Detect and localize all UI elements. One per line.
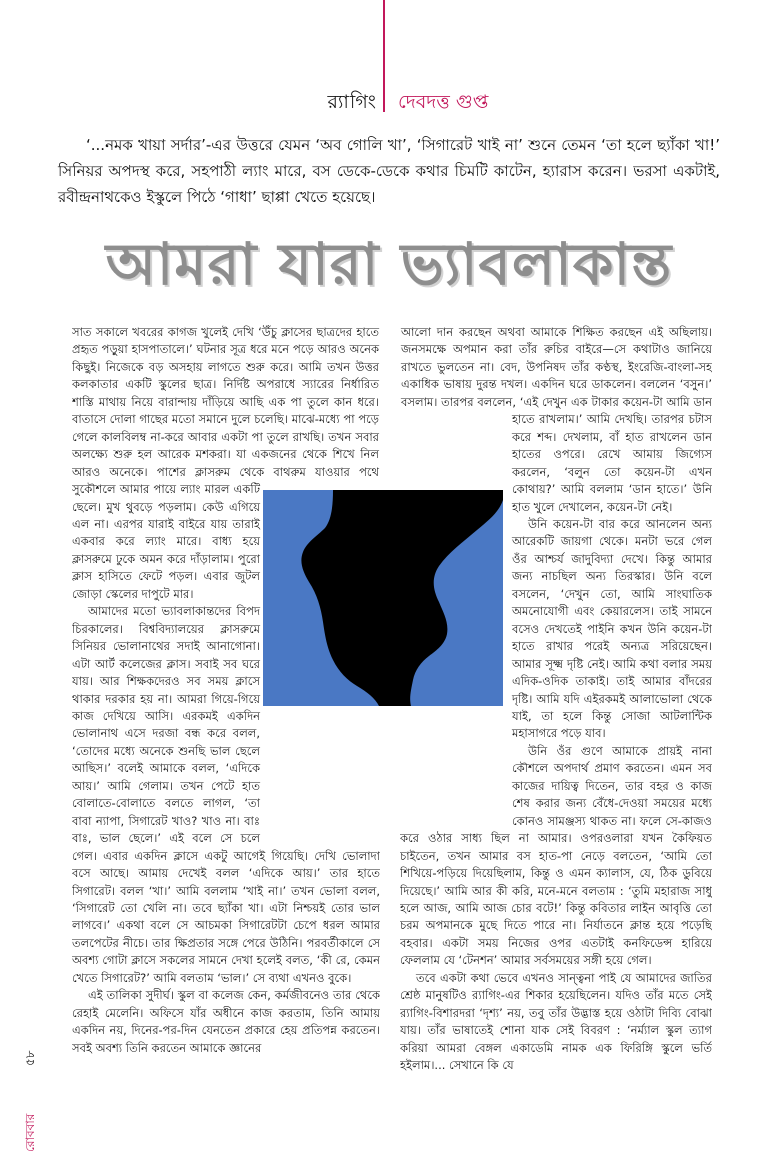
silhouette-face-illustration <box>263 490 503 706</box>
paragraph: আমাদের মতো ভ্যাবলাকান্তদের বিপদ চিরকালের। বিশ্ববিদ্যালয়ের ক্লাসরুমে সিনিয়র ভোলানাথের সদাই আনাগোনা। এটা আর্ট কলেজের ক্লাস। সবাই সব ঘরে যায়। আর শিক্ষকদেরও সব সময় ক্লাসে থাকার দরকার হয় না। আমরা গিয়ে-গিয়ে কাজ দেখিয়ে আসি। এরকমই একদিন ভোলানাথ এসে দরজা বন্ধ করে বলল, ‘তোদের মধ্যে অনেকে শুনছি ভাল ছেলে আছিস।’ বলেই আমাকে বলল, ‘এদিকে আয়।’ আমি গেলাম। তখন পেটে হাত বোলাতে-বোলাতে বলতে লাগল, ‘তা বাবা ন্যাপা, সিগারেট খাও? খাও না। বাঃ বাঃ, ভাল ছেলে।’ এই বলে সে চলে গেল। এবার একদিন ক্লাসে একটু আগেই গিয়েছি। দেখি ভোলাদা বসে আছে। আমায় দেখেই বলল ‘এদিকে আয়।’ তার হাতে সিগারেট। বলল ‘খা।’ আমি বললাম ‘খাই না।’ তখন ভোলা বলল, ‘সিগারেট তো খেলি না। তবে ছ্যাঁকা খা। এটা নিশ্চয়ই তোর ভাল লাগবে।’ একথা বলে সে আচমকা সিগারেটটা চেপে ধরল আমার তলপেটের নীচে। তার ক্ষিপ্রতার সঙ্গে পেরে উঠিনি। পরবর্তীকালে সে অবশ্য গোটা ক্লাসে সকলের সামনে দেখা হলেই বলত, ‘কী রে, কেমন খেতে সিগারেট?’ আমি বলতাম ‘ভাল।’ সে ব্যথা এখনও বুকে। <box>72 604 380 985</box>
magazine-name: রোববার <box>23 1113 37 1152</box>
article-column-left <box>72 324 380 1090</box>
paragraph: এই তালিকা সুদীর্ঘ। স্কুল বা কলেজ কেন, কর্মজীবনেও তার থেকে রেহাই মেলেনি। অফিসে যাঁর অধীনে কাজ করতাম, তিনি আমায় একদিন নয়, দিনের-পর-দিন যেনতেন প্রকারে হেয় প্রতিপন্ন করতেন। সবই অবশ্য তিনি করতেন আমাকে জ্ঞানের <box>72 988 380 1055</box>
silhouette-icon <box>263 490 503 706</box>
paragraph: উনি ওঁর গুণে আমাকে প্রায়ই নানা কৌশলে অপদার্থ প্রমাণ করতেন। এমন সব কাজের দায়িত্ব দিতেন, তার বহর ও কাজ শেষ করার জন্য বেঁধে-দেওয়া সময়ের মধ্যে কোনও সামঞ্জস্য থাকত না। ফলে সে-কাজও করে ওঠার সাধ্য ছিল না আমার। ওপরওলারা যখন কৈফিয়ত চাইতেন, তখন আমার বস হাত-পা নেড়ে বলতেন, ‘আমি তো শিখিয়ে-পড়িয়ে দিয়েছিলাম, কিন্তু ও এমন ক্যালাস, যে, ঠিক ডুবিয়ে দিয়েছে।’ আমি আর কী করি, মনে-মনে বলতাম : ‘তুমি মহারাজ সাধু হলে আজ, আমি আজ চোর বটে!’ কিন্তু কবিতার লাইন আবৃত্তি তো চরম অপমানকে মুছে দিতে পারে না। নির্যাতনে ক্লান্ত হয়ে পড়েছি বহবার। একটা সময় নিজের ওপর এতটাই কনফিডেন্স হারিয়ে ফেললাম যে ‘টেনশন’ আমার সর্বসময়ের সঙ্গী হয়ে গেল। <box>400 743 712 968</box>
paragraph: আলো দান করছেন অথবা আমাকে শিক্ষিত করছেন এই অছিলায়। জনসমক্ষে অপমান করা তাঁর রুচির বাইরে—সে কথাটাও জানিয়ে রাখতে ভুলতেন না। বেদ, উপনিষদ তাঁর কণ্ঠস্থ, ইংরেজি-বাংলা-সহ একাধিক ভাষায় দুরন্ত দখল। একদিন ঘরে ডাকলেন। বললেন ‘বসুন।’ বসলাম। তারপর বললেন, ‘এই দেখুন এক টাকার কয়েন-টা আমি ডান হাতে রাখলাম।’ আমি দেখছি। তারপর চটাস করে শব্দ। দেখলাম, বাঁ হাত রাখলেন ডান হাতের ওপরে। রেখে আমায় জিগ্যেস করলেন, ‘বলুন তো কয়েন-টা এখন কোথায়?’ আমি বললাম ‘ডান হাতে।’ উনি হাত খুলে দেখালেন, কয়েন-টা নেই। <box>401 325 712 514</box>
article-title: আমরা যারা ভ্যাবলাকান্ত <box>105 230 673 298</box>
paragraph: সাত সকালে খবরের কাগজ খুলেই দেখি ‘উঁচু ক্লাসের ছাত্রদের হাতে প্রহৃত পড়ুয়া হাসপাতালে।’ ঘটনার সূত্র ধরে মনে পড়ে আরও অনেক কিছুই। নিজেকে বড় অসহায় লাগতে শুরু করে। আমি তখন উত্তর কলকাতার একটি স্কুলের ছাত্র। নির্দিষ্ট অপরাধে স্যারের নির্ধারিত শাস্তি মাথায় নিয়ে বারান্দায় দাঁড়িয়ে আছি এক পা তুলে কান ধরে। বাতাসে দোলা গাছের মতো সমানে দুলে চলেছি। মাঝে-মধ্যে পা পড়ে গেলে কালবিলম্ব না-করে আবার একটা পা তুলে রাখছি। তখন সবার অলক্ষ্যে শুরু হল আরেক মশকরা। যা একজনের থেকে শিখে নিল আরও অনেকে। পাশের ক্লাসরুম থেকে বাথরুম যাওয়ার পথে সুকৌশলে আমার পায়ে ল্যাং মারল একটি ছেলে। মুখ থুবড়ে পড়লাম। কেউ এগিয়ে এল না। এরপর যারাই বাইরে যায় তারাই একবার করে ল্যাং মারে। বাধ্য হয়ে ক্লাসরুমে ঢুকে অমন করে দাঁড়ালাম। পুরো ক্লাস হাসিতে ফেটে পড়ল। এবার জুটল জোড়া স্কেলের দাপুটে মার। <box>72 325 379 601</box>
paragraph: উনি কয়েন-টা বার করে আনলেন অন্য আরেকটি জায়গা থেকে। মনটা ভরে গেল ওঁর আশ্চর্য জাদুবিদ্যা দেখে। কিন্তু আমার জন্য নাচছিল অন্য তিরস্কার। উনি বলে বসলেন, ‘দেখুন তো, আমি সাংঘাতিক অমনোযোগী এবং কেয়ারলেস। তাই সামনে বসেও দেখতেই পাইনি কখন উনি কয়েন-টা হাতে রাখার পরেই অন্যত্র সরিয়েছেন। আমার সূক্ষ্ম দৃষ্টি নেই। আমি কথা বলার সময় এদিক-ওদিক তাকাই। তাই আমার বাঁদরের দৃষ্টি। আমি যদি এইরকমই আলাভোলা থেকে যাই, তা হলে কিন্তু সোজা আটলান্টিক মহাসাগরে পড়ে যাব। <box>512 516 712 741</box>
section-label: র‍্যাগিং <box>327 91 377 113</box>
article-column-right <box>400 324 712 1090</box>
paragraph: তবে একটা কথা ভেবে এখনও সান্ত্বনা পাই যে আমাদের জাতির শ্রেষ্ঠ মানুষটিও র‍্যাগিং-এর শিকার হয়েছিলেন। যদিও তাঁর মতে সেই র‍্যাগিং-বিশারদরা ‘দৃশ্য’ নয়, তবু তাঁর উদ্ভাস্ত হয়ে ওঠাটা দিব্যি বোঝা যায়। তাঁর ভাষাতেই শোনা যাক সেই বিবরণ : ‘নর্ম্যাল স্কুল ত্যাগ করিয়া আমরা বেঙ্গল একাডেমি নামক এক ফিরিঙ্গি স্কুলে ভর্তি হইলাম।... সেখানে কি যে <box>400 970 712 1073</box>
page-number: ৫৮ <box>23 1050 37 1066</box>
author-name: দেবদত্ত গুপ্ত <box>398 91 489 113</box>
page-folio <box>23 1000 44 1152</box>
header-divider-rule <box>383 0 385 112</box>
intro-standfirst: ‘...নমক খায়া সর্দার’-এর উত্তরে যেমন ‘অব গোলি খা’, ‘সিগারেট খাই না’ শুনে তেমন ‘তা হলে ছ্যাঁকা খা!’ সিনিয়র অপদস্থ করে, সহপাঠী ল্যাং মারে, বস ডেকে-ডেকে কথার চিমটি কাটেন, হ্যারাস করেন। ভরসা একটাই, রবীন্দ্রনাথকেও ইস্কুলে পিঠে ‘গাধা’ ছাপ্পা খেতে হয়েছে। <box>58 136 720 206</box>
